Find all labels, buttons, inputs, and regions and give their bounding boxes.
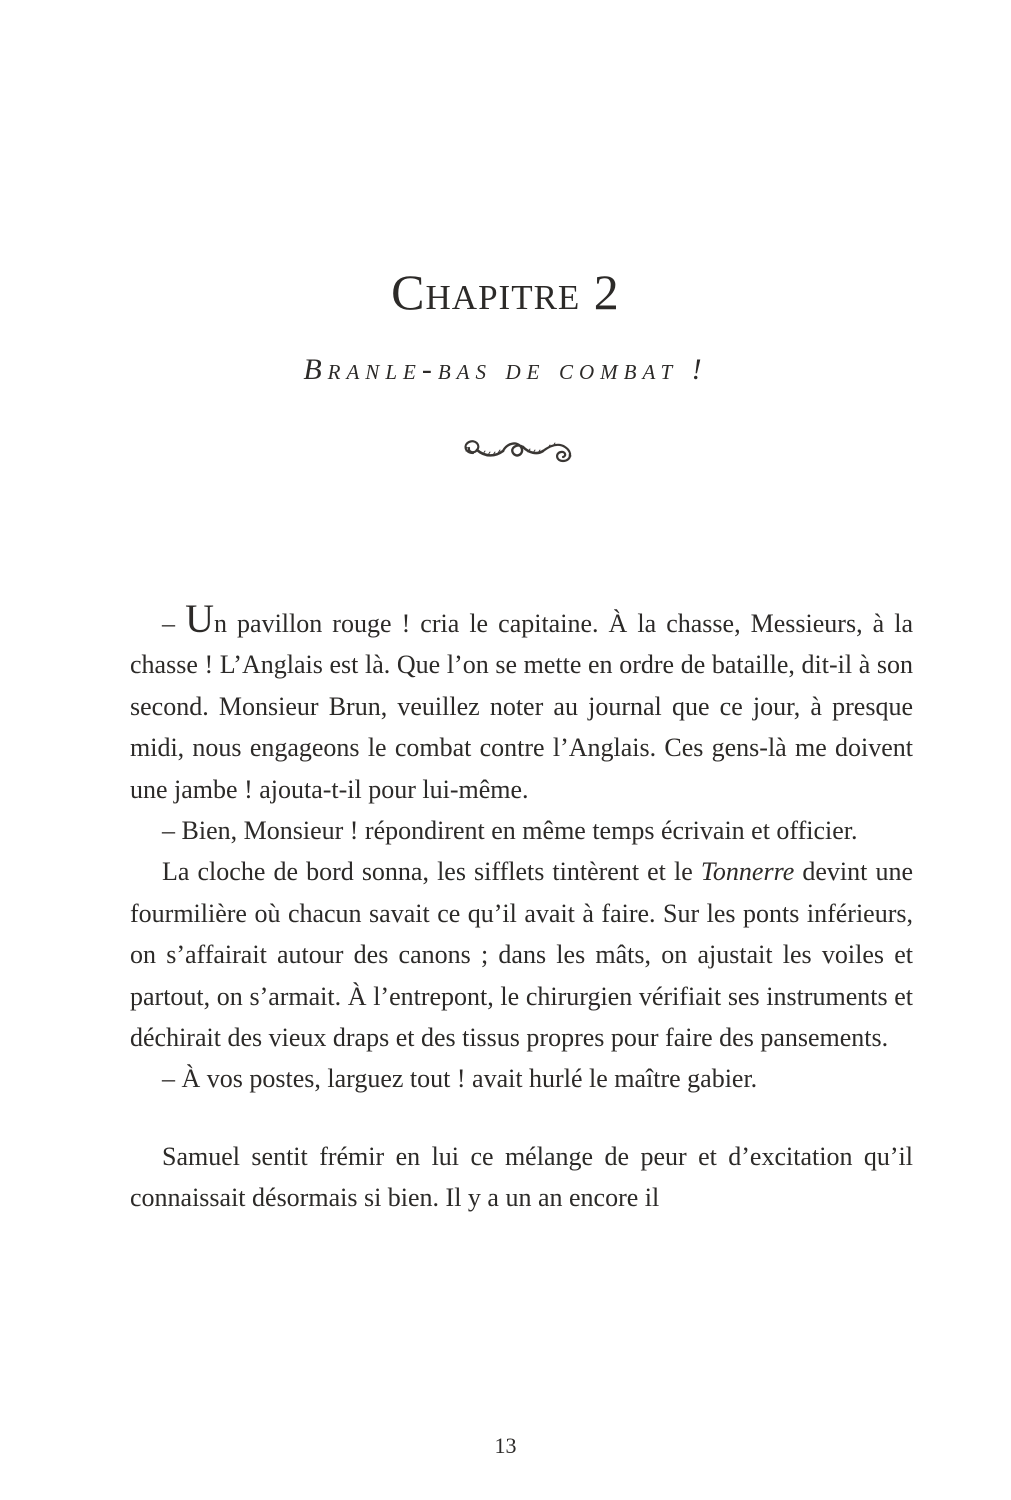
paragraph-text: devint une fourmilière où chacun savait ce qu’il avait à faire. Sur les ponts inférieurs, on s’affairait autour des canons ; dans les mâts, on ajustait les voiles et partout, on s’armait. À l’entrepont, le chirurgien vérifiait ses instruments et déchirait des vieux draps et des tissus propres pour faire des pansements.: [130, 857, 913, 1053]
paragraph: [130, 596, 914, 810]
paragraph: – Bien, Monsieur ! répondirent en même temps écrivain et officier.: [162, 816, 858, 846]
rope-flourish-ornament-icon: [455, 433, 585, 469]
body-text: [130, 596, 914, 1219]
paragraph: – À vos postes, larguez tout ! avait hurlé le maître gabier.: [162, 1064, 758, 1094]
paragraph-text: La cloche de bord sonna, les sifflets tintèrent et le: [162, 857, 701, 887]
drop-cap: U: [185, 596, 214, 641]
dialogue-dash: –: [162, 609, 186, 638]
ship-name: Tonnerre: [700, 857, 795, 887]
paragraph: [130, 851, 913, 1058]
paragraph-text: n pavillon rouge ! cria le capitaine. À la chasse, Messieurs, à la chasse ! L’Anglais est là. Que l’on se mette en ordre de bataille, dit-il à son second. Monsieur Brun, veuillez noter au journal que ce jour, à presque midi, nous engageons le combat contre l’Anglais. Ces gens-là me doivent une jambe ! ajouta-t-il pour lui-même.: [130, 609, 914, 804]
chapter-subtitle: Branle-bas de combat !: [303, 353, 708, 386]
page-number: 13: [494, 1433, 517, 1458]
paragraph: Samuel sentit frémir en lui ce mélange de peur et d’excitation qu’il connaissait désormais si bien. Il y a un an encore il: [130, 1141, 913, 1213]
chapter-title: Chapitre 2: [391, 264, 620, 320]
